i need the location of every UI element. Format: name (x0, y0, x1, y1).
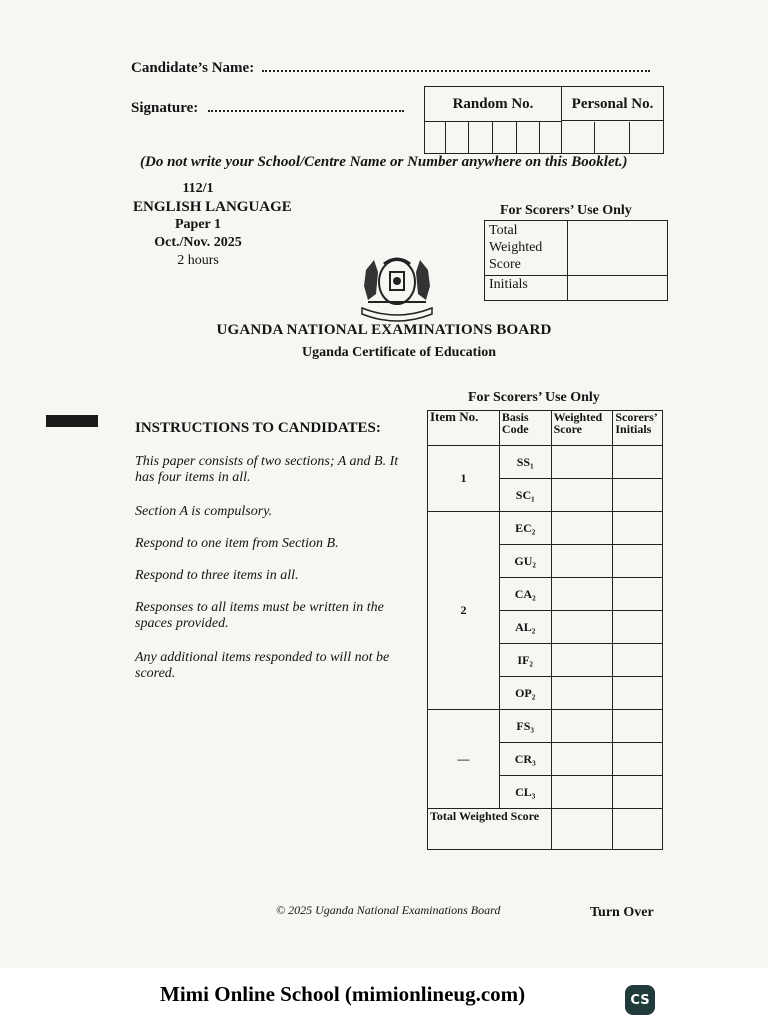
candidate-name-field[interactable] (262, 70, 650, 72)
warning-note: (Do not write your School/Centre Name or Number anywhere on this Booklet.) (140, 154, 628, 170)
uneb-coat-of-arms-logo (354, 250, 440, 322)
random-personal-number-box (424, 86, 664, 154)
weighted-score-cell[interactable] (551, 611, 613, 644)
subject-title: ENGLISH LANGUAGE (133, 199, 292, 215)
personal-no-digit-cell[interactable] (595, 122, 630, 153)
signature-row (131, 100, 404, 117)
scorer-initials-cell[interactable] (613, 677, 663, 710)
paper-number: Paper 1 (174, 217, 221, 232)
scorer-initials-cell[interactable] (613, 710, 663, 743)
random-no-digit-cell[interactable] (425, 122, 446, 153)
instruction-item: Section A is compulsory. (135, 504, 273, 519)
watermark-text: Mimi Online School (mimionlineug.com) (160, 982, 526, 1006)
basis-code: AL₂ (499, 611, 551, 644)
total-weighted-score-cell[interactable] (568, 221, 668, 276)
paper-code: 112/1 (182, 181, 214, 196)
weighted-score-cell[interactable] (551, 710, 613, 743)
initials-cell[interactable] (568, 276, 668, 301)
scorers-big-title: For Scorers’ Use Only (468, 390, 600, 405)
col-header-item-no: Item No. (428, 411, 500, 446)
certificate-name: Uganda Certificate of Education (301, 345, 497, 360)
signature-label: Signature: (131, 100, 199, 116)
personal-no-label: Personal No. (562, 87, 663, 121)
scorer-initials-cell[interactable] (613, 446, 663, 479)
basis-code: CR₃ (499, 743, 551, 776)
board-name: UGANDA NATIONAL EXAMINATIONS BOARD (216, 322, 552, 338)
table-row (428, 809, 663, 850)
basis-code: SS₁ (499, 446, 551, 479)
paper-details (133, 180, 303, 270)
item-number: 2 (428, 512, 500, 710)
col-header-basis-code: Basis Code (499, 411, 551, 446)
instruction-item: Any additional items responded to will not be scored. (135, 650, 390, 681)
instruction-item: This paper consists of two sections; A and B. It has four items in all. (135, 454, 399, 485)
exam-duration: 2 hours (177, 253, 219, 268)
random-no-digit-cell[interactable] (493, 122, 517, 153)
weighted-score-cell[interactable] (551, 479, 613, 512)
instruction-item: Responses to all items must be written in the spaces provided. (135, 600, 384, 631)
weighted-score-cell[interactable] (551, 743, 613, 776)
scorers-small-table (484, 220, 668, 301)
weighted-score-cell[interactable] (551, 677, 613, 710)
scorer-initials-cell[interactable] (613, 512, 663, 545)
instructions-title: INSTRUCTIONS TO CANDIDATES: (135, 420, 381, 436)
instruction-item: Respond to three items in all. (135, 568, 299, 583)
signature-field[interactable] (208, 110, 404, 112)
random-no-digit-cell[interactable] (540, 122, 562, 153)
margin-marker (46, 415, 98, 427)
random-no-digit-cell[interactable] (517, 122, 540, 153)
table-row (428, 446, 663, 479)
scorers-big-table (427, 410, 663, 850)
weighted-score-cell[interactable] (551, 644, 613, 677)
scorer-initials-cell[interactable] (613, 479, 663, 512)
personal-no-digit-cell[interactable] (630, 122, 662, 153)
item-number-blank: — (428, 710, 500, 809)
scorer-initials-cell[interactable] (613, 578, 663, 611)
basis-code: SC₁ (499, 479, 551, 512)
basis-code: OP₂ (499, 677, 551, 710)
basis-code: EC₂ (499, 512, 551, 545)
copyright-notice: © 2025 Uganda National Examinations Board (276, 903, 501, 917)
total-initials-cell[interactable] (613, 809, 663, 850)
scorer-initials-cell[interactable] (613, 644, 663, 677)
instruction-item: Respond to one item from Section B. (135, 536, 339, 551)
basis-code: CA₂ (499, 578, 551, 611)
table-row (428, 710, 663, 743)
candidate-name-label: Candidate’s Name: (131, 60, 255, 76)
total-weighted-score-label: Total Weighted Score (428, 809, 552, 850)
camscanner-badge: CS (625, 985, 655, 1015)
scorer-initials-cell[interactable] (613, 545, 663, 578)
col-header-scorers-initials: Scorers’ Initials (613, 411, 663, 446)
scorer-initials-cell[interactable] (613, 743, 663, 776)
random-no-label: Random No. (425, 87, 562, 122)
basis-code: FS₃ (499, 710, 551, 743)
weighted-score-cell[interactable] (551, 776, 613, 809)
total-weighted-score-label: Total Weighted Score (485, 221, 568, 276)
weighted-score-cell[interactable] (551, 545, 613, 578)
weighted-score-cell[interactable] (551, 446, 613, 479)
basis-code: CL₃ (499, 776, 551, 809)
turn-over-label: Turn Over (590, 905, 654, 920)
exam-date: Oct./Nov. 2025 (154, 235, 242, 250)
instructions-block (135, 420, 415, 682)
initials-label: Initials (485, 276, 568, 301)
candidate-name-row (131, 60, 650, 77)
scorer-initials-cell[interactable] (613, 611, 663, 644)
personal-no-digit-cell[interactable] (562, 122, 595, 153)
scorer-initials-cell[interactable] (613, 776, 663, 809)
item-number: 1 (428, 446, 500, 512)
random-no-digit-cell[interactable] (446, 122, 469, 153)
scorers-small-title: For Scorers’ Use Only (500, 203, 632, 218)
table-row (428, 512, 663, 545)
basis-code: GU₂ (499, 545, 551, 578)
basis-code: IF₂ (499, 644, 551, 677)
total-weighted-score-cell[interactable] (551, 809, 613, 850)
random-no-digit-cell[interactable] (469, 122, 493, 153)
weighted-score-cell[interactable] (551, 512, 613, 545)
col-header-weighted-score: Weighted Score (551, 411, 613, 446)
weighted-score-cell[interactable] (551, 578, 613, 611)
